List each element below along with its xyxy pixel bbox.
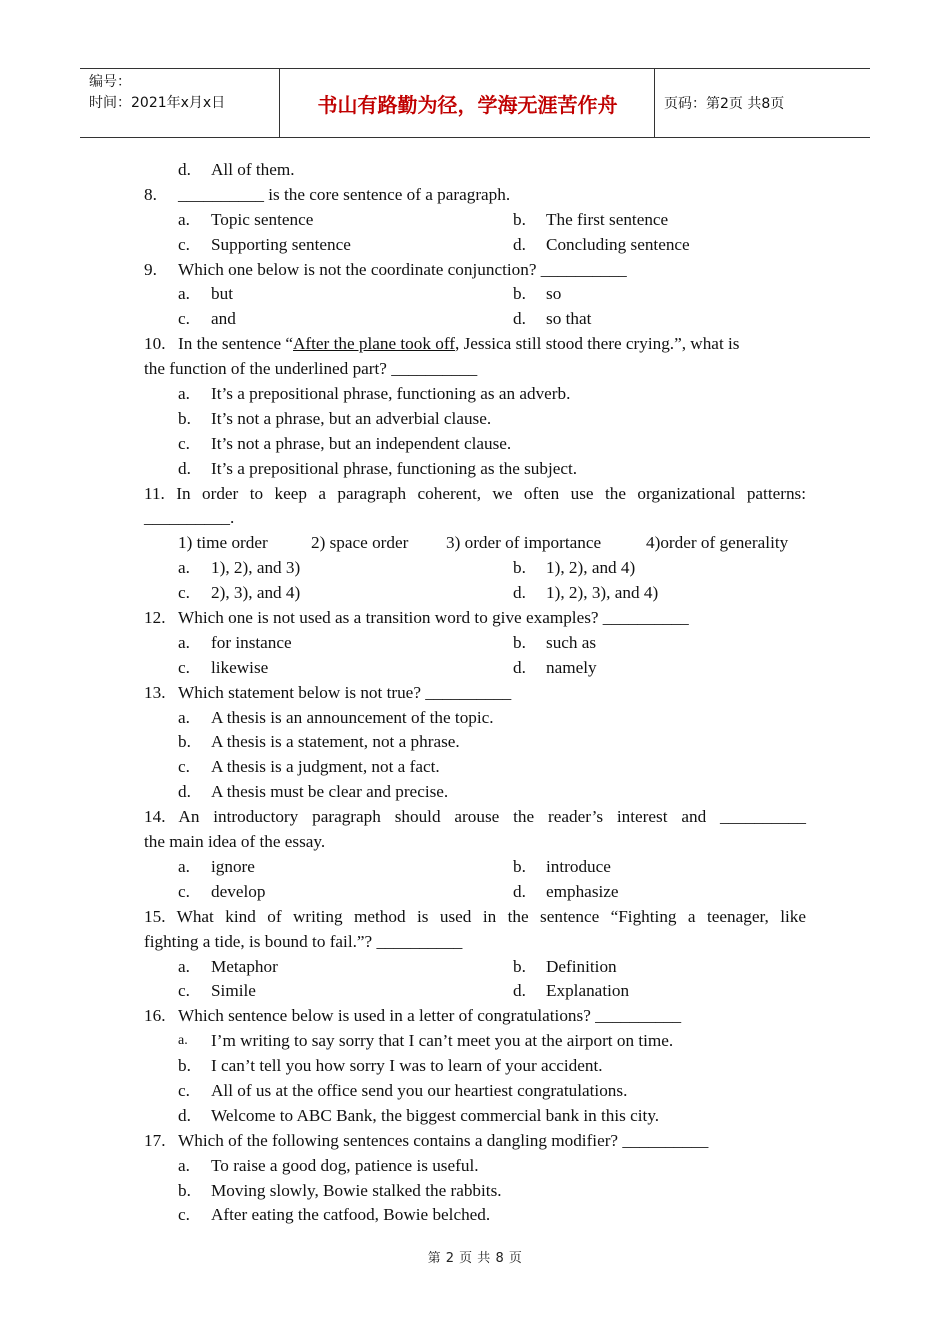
page-footer: 第 2 页 共 8 页 xyxy=(427,1251,523,1266)
question-text: __________ is the core sentence of a paragraph. xyxy=(178,184,511,204)
option-row xyxy=(144,656,806,681)
option-text: A thesis is a judgment, not a fact. xyxy=(211,757,440,777)
option-letter: d. xyxy=(513,981,526,1001)
question-13 xyxy=(144,681,806,706)
option-letter: b. xyxy=(513,632,526,652)
option-letter: c. xyxy=(178,433,190,453)
question-text: 14. An introductory paragraph should arouse the reader’s interest and __________ xyxy=(144,807,806,827)
question-text: Which one below is not the coordinate conjunction? __________ xyxy=(178,259,627,279)
option-text: All of us at the office send you our heartiest congratulations. xyxy=(211,1080,628,1100)
question-text: __________. xyxy=(144,508,235,528)
option-row xyxy=(144,755,806,780)
question-17 xyxy=(144,1129,806,1154)
option-text: Supporting sentence xyxy=(211,234,351,254)
option-row xyxy=(144,880,806,905)
option-letter: a. xyxy=(178,956,190,976)
question-9 xyxy=(144,258,806,283)
option-letter: c. xyxy=(178,583,190,603)
option-letter: a. xyxy=(178,707,190,727)
option-letter: b. xyxy=(178,408,191,428)
question-10 xyxy=(144,332,806,357)
option-letter: d. xyxy=(178,160,191,179)
option-row xyxy=(144,1203,806,1228)
option-row xyxy=(144,407,806,432)
option-text: and xyxy=(211,309,236,329)
question-text: fighting a tide, is bound to fail.”? __________ xyxy=(144,931,463,951)
page-header xyxy=(80,68,870,138)
option-row xyxy=(144,307,806,332)
option-text: ignore xyxy=(211,856,255,876)
option-text: 1), 2), and 3) xyxy=(211,558,301,578)
option-letter: b. xyxy=(513,956,526,976)
time-label: 时间：2021年x月x日 xyxy=(89,95,226,111)
option-letter: c. xyxy=(178,1205,190,1225)
option-row xyxy=(144,780,806,805)
option-row xyxy=(144,1054,806,1079)
question-text: Which one is not used as a transition word to give examples? __________ xyxy=(178,608,689,628)
question-number: 9. xyxy=(144,259,157,279)
question-number: 17. xyxy=(144,1130,166,1150)
option-text: It’s not a phrase, but an adverbial clause. xyxy=(211,408,492,428)
option-letter: d. xyxy=(513,657,526,677)
option-letter: a. xyxy=(178,1155,190,1175)
question-text: the main idea of the essay. xyxy=(144,832,326,852)
option-text: 2), 3), and 4) xyxy=(211,583,301,603)
option-text: It’s a prepositional phrase, functioning as an adverb. xyxy=(211,384,571,404)
question-15-continued xyxy=(144,930,806,955)
option-text: To raise a good dog, patience is useful. xyxy=(211,1155,479,1175)
option-text: namely xyxy=(546,657,597,677)
question-text: 15. What kind of writing method is used in the sentence “Fighting a teenager, like xyxy=(144,906,806,926)
option-row xyxy=(144,979,806,1004)
question-8 xyxy=(144,183,806,208)
option-letter: b. xyxy=(178,732,191,752)
question-text xyxy=(178,332,739,357)
option-letter: c. xyxy=(178,881,190,901)
option-row xyxy=(144,432,806,457)
option-text: so that xyxy=(546,309,592,329)
option-row xyxy=(144,955,806,980)
option-text: Moving slowly, Bowie stalked the rabbits. xyxy=(211,1180,502,1200)
question-number: 10. xyxy=(144,334,166,354)
option-letter: b. xyxy=(178,1180,191,1200)
option-letter: b. xyxy=(178,1056,191,1076)
question-number: 13. xyxy=(144,682,166,702)
question-10-continued xyxy=(144,357,806,382)
option-letter: a. xyxy=(178,384,190,404)
question-16 xyxy=(144,1004,806,1029)
question-11-continued xyxy=(144,506,806,531)
option-row xyxy=(144,158,806,183)
question-12 xyxy=(144,606,806,631)
question-text: 11. In order to keep a paragraph coherent, we often use the organizational patterns: xyxy=(144,483,806,503)
header-meta xyxy=(80,69,280,137)
question-text: the function of the underlined part? __________ xyxy=(144,359,478,379)
question-14 xyxy=(144,805,806,830)
option-letter: d. xyxy=(178,1105,191,1125)
option-text: such as xyxy=(546,632,597,652)
option-text: 1), 2), 3), and 4) xyxy=(546,583,659,603)
option-letter: d. xyxy=(513,309,526,329)
option-row xyxy=(144,1029,806,1054)
question-number: 8. xyxy=(144,184,157,204)
option-letter: d. xyxy=(178,782,191,802)
option-letter: c. xyxy=(178,234,190,254)
option-letter: a. xyxy=(178,632,190,652)
option-letter: c. xyxy=(178,657,190,677)
option-text: emphasize xyxy=(546,881,619,901)
option-text: but xyxy=(211,284,233,304)
option-text: 1), 2), and 4) xyxy=(546,558,636,578)
option-letter: c. xyxy=(178,757,190,777)
question-text-end: , Jessica still stood there crying.”, what is xyxy=(454,334,740,354)
option-row xyxy=(144,581,806,606)
question-number: 16. xyxy=(144,1006,166,1026)
option-letter: a. xyxy=(178,209,190,229)
option-letter: b. xyxy=(513,284,526,304)
option-row xyxy=(144,382,806,407)
option-text: It’s a prepositional phrase, functioning as the subject. xyxy=(211,458,578,478)
question-14-continued xyxy=(144,830,806,855)
option-row xyxy=(144,1079,806,1104)
option-text: likewise xyxy=(211,657,269,677)
order-item: 2) space order xyxy=(311,533,409,553)
option-text: I’m writing to say sorry that I can’t meet you at the airport on time. xyxy=(211,1031,674,1051)
option-text: Explanation xyxy=(546,981,630,1001)
option-letter: c. xyxy=(178,1080,190,1100)
option-text: I can’t tell you how sorry I was to learn of your accident. xyxy=(211,1056,603,1076)
option-text: All of them. xyxy=(211,160,295,179)
option-text: Welcome to ABC Bank, the biggest commercial bank in this city. xyxy=(211,1105,660,1125)
question-text-start: In the sentence “ xyxy=(178,334,294,354)
option-row xyxy=(144,730,806,755)
underlined-part: After the plane took off xyxy=(293,334,455,354)
option-row xyxy=(144,208,806,233)
header-motto: 书山有路勤为径，学海无涯苦作舟 xyxy=(281,69,655,137)
option-letter: d. xyxy=(513,881,526,901)
order-item: 1) time order xyxy=(178,533,268,553)
header-page-info: 页码：第2页 共8页 xyxy=(664,96,785,112)
option-text: The first sentence xyxy=(546,209,669,229)
option-text: for instance xyxy=(211,632,292,652)
option-letter: b. xyxy=(513,209,526,229)
option-letter: a. xyxy=(178,558,190,578)
option-letter: b. xyxy=(513,558,526,578)
option-text: A thesis is an announcement of the topic. xyxy=(211,707,494,727)
option-text: Topic sentence xyxy=(211,209,314,229)
option-row xyxy=(144,706,806,731)
option-text: introduce xyxy=(546,856,611,876)
order-list xyxy=(144,531,806,556)
option-row xyxy=(144,855,806,880)
question-text: Which sentence below is used in a letter of congratulations? __________ xyxy=(178,1006,682,1026)
option-letter: a. xyxy=(178,856,190,876)
option-text: After eating the catfood, Bowie belched. xyxy=(211,1205,491,1225)
option-letter: d. xyxy=(178,458,191,478)
option-row xyxy=(144,1179,806,1204)
question-list xyxy=(144,158,806,1228)
option-text: Concluding sentence xyxy=(546,234,690,254)
order-item: 3) order of importance xyxy=(446,533,602,553)
order-item: 4)order of generality xyxy=(646,533,789,553)
number-label: 编号： xyxy=(89,74,131,90)
option-text: so xyxy=(546,284,562,304)
option-text: Simile xyxy=(211,981,256,1001)
question-11 xyxy=(144,482,806,507)
option-row xyxy=(144,457,806,482)
option-row xyxy=(144,233,806,258)
option-row xyxy=(144,631,806,656)
question-text: Which of the following sentences contains a dangling modifier? __________ xyxy=(178,1130,709,1150)
option-text: A thesis must be clear and precise. xyxy=(211,782,449,802)
option-row xyxy=(144,1154,806,1179)
option-row xyxy=(144,556,806,581)
option-text: Metaphor xyxy=(211,956,278,976)
option-row xyxy=(144,1104,806,1129)
option-letter: d. xyxy=(513,583,526,603)
option-letter: d. xyxy=(513,234,526,254)
option-letter: c. xyxy=(178,309,190,329)
question-number: 12. xyxy=(144,608,166,628)
option-letter: c. xyxy=(178,981,190,1001)
option-text: It’s not a phrase, but an independent clause. xyxy=(211,433,512,453)
option-letter: a. xyxy=(178,284,190,304)
option-text: A thesis is a statement, not a phrase. xyxy=(211,732,460,752)
question-15 xyxy=(144,905,806,930)
option-row xyxy=(144,282,806,307)
option-letter: b. xyxy=(513,856,526,876)
option-text: develop xyxy=(211,881,266,901)
option-text: Definition xyxy=(546,956,617,976)
question-text: Which statement below is not true? __________ xyxy=(178,682,512,702)
option-letter: a. xyxy=(178,1033,188,1049)
